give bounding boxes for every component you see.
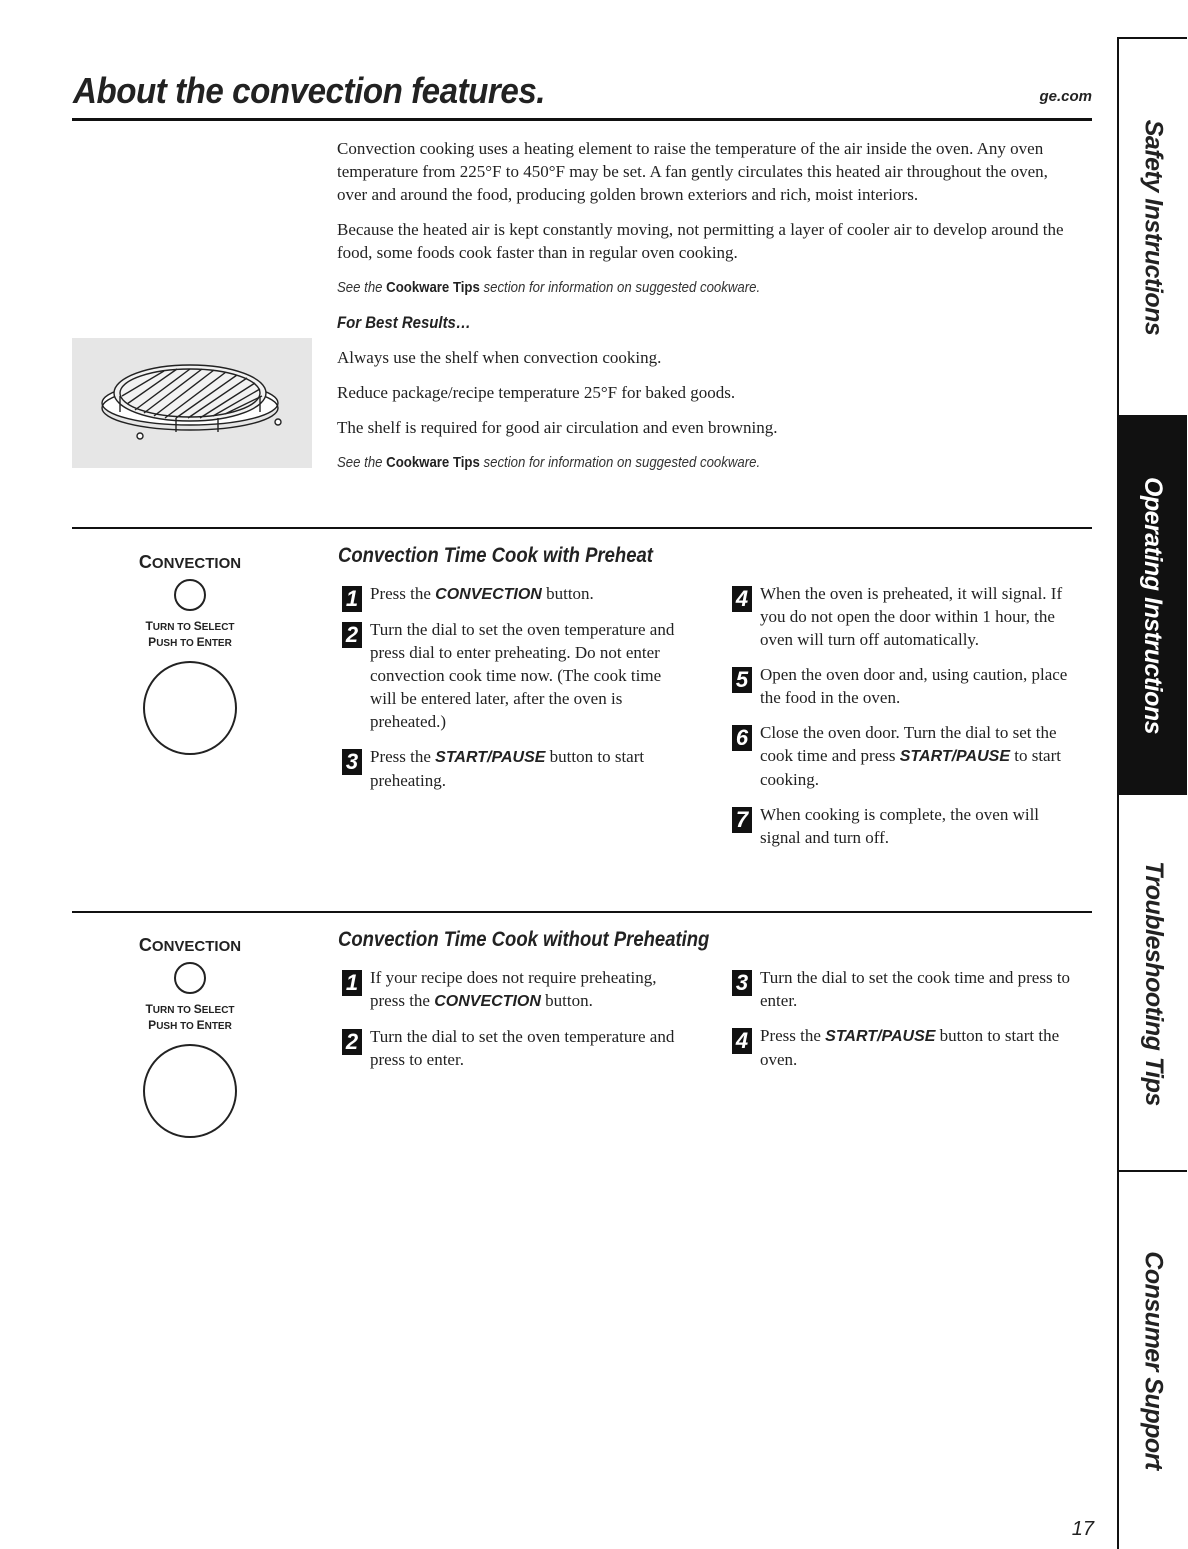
section-divider <box>72 911 1092 913</box>
cookware-note: See the Cookware Tips section for information on suggested cookware. <box>337 279 761 296</box>
tab-consumer-support[interactable]: Consumer Support <box>1139 1250 1168 1470</box>
step: 4 Press the START/PAUSE button to start the oven. <box>728 1024 1078 1071</box>
step-number: 6 <box>732 725 752 751</box>
control-panel-diagram <box>130 552 250 755</box>
section-tabs <box>1117 37 1187 1549</box>
best-results-item: Reduce package/recipe temperature 25°F for baked goods. <box>337 383 736 402</box>
oven-shelf-icon <box>72 338 312 468</box>
step-number: 4 <box>732 586 752 612</box>
section-divider <box>72 527 1092 529</box>
step-number: 1 <box>342 586 362 612</box>
tab-troubleshooting-tips[interactable]: Troubleshooting Tips <box>1139 860 1168 1106</box>
section-title: Convection Time Cook with Preheat <box>338 544 653 567</box>
best-results-heading: For Best Results… <box>337 313 471 332</box>
intro-paragraph-2: Because the heated air is kept constantly moving, not permitting a layer of cooler air to develop around the food, some foods cook faster than in regular oven cooking. <box>337 220 1064 262</box>
intro-paragraph-1: Convection cooking uses a heating element to raise the temperature of the air inside the oven. Any oven temperature from 225°F to 450°F may be set. A fan gently circulates this heated air throughout the oven, over and around the food, producing golden brown exteriors and rich, moist interiors. <box>337 139 1048 204</box>
turn-to-select-label: TURN TO SELECT <box>145 619 235 633</box>
convection-button-icon <box>174 579 206 611</box>
best-results-item: Always use the shelf when convection cooking. <box>337 348 662 367</box>
cookware-tips-link[interactable]: Cookware Tips <box>386 454 480 471</box>
dial-icon <box>143 661 237 755</box>
cookware-note: See the Cookware Tips section for information on suggested cookware. <box>337 454 761 471</box>
steps-column <box>338 966 678 1083</box>
step-number: 3 <box>732 970 752 996</box>
step-number: 3 <box>342 749 362 775</box>
step-number: 7 <box>732 807 752 833</box>
step: 2 Turn the dial to set the oven temperature and press to enter. <box>338 1025 678 1071</box>
page-title: About the convection features. <box>73 70 546 111</box>
convection-label: CONVECTION <box>138 552 242 572</box>
shelf-illustration <box>72 338 312 468</box>
step: 3 Turn the dial to set the cook time and press to enter. <box>728 966 1078 1012</box>
best-results-item: The shelf is required for good air circulation and even browning. <box>337 418 778 437</box>
steps-column <box>728 966 1078 1083</box>
step: 1 Press the CONVECTION button. <box>338 582 678 606</box>
push-to-enter-label: PUSH TO ENTER <box>148 635 232 649</box>
steps-column <box>728 582 1068 861</box>
step-number: 5 <box>732 667 752 693</box>
step-number: 1 <box>342 970 362 996</box>
step: 4 When the oven is preheated, it will signal. If you do not open the door within 1 hour, the oven will turn off automatically. <box>728 582 1068 651</box>
tab-operating-instructions[interactable]: Operating Instructions <box>1119 415 1187 795</box>
convection-button-icon <box>174 962 206 994</box>
step-number: 2 <box>342 622 362 648</box>
steps-column <box>338 582 678 804</box>
step-number: 2 <box>342 1029 362 1055</box>
step-number: 4 <box>732 1028 752 1054</box>
page-number: 17 <box>1071 1518 1094 1540</box>
convection-label: CONVECTION <box>138 935 242 955</box>
step: 2 Turn the dial to set the oven temperature and press dial to enter preheating. Do not enter convection cook time now. (The cook time will be entered later, after the oven is preheated.) <box>338 618 678 733</box>
tab-safety-instructions[interactable]: Safety Instructions <box>1139 119 1168 335</box>
step: 3 Press the START/PAUSE button to start preheating. <box>338 745 678 792</box>
intro-section <box>337 137 1077 486</box>
step: 1 If your recipe does not require preheating, press the CONVECTION button. <box>338 966 678 1013</box>
section-title: Convection Time Cook without Preheating <box>338 928 710 951</box>
turn-to-select-label: TURN TO SELECT <box>145 1002 235 1016</box>
step: 7 When cooking is complete, the oven will signal and turn off. <box>728 803 1068 849</box>
site-url[interactable]: ge.com <box>1039 88 1092 105</box>
cookware-tips-link[interactable]: Cookware Tips <box>386 279 480 296</box>
step: 6 Close the oven door. Turn the dial to set the cook time and press START/PAUSE to start cooking. <box>728 721 1068 791</box>
push-to-enter-label: PUSH TO ENTER <box>148 1018 232 1032</box>
title-divider <box>72 118 1092 121</box>
control-panel-diagram <box>130 935 250 1138</box>
dial-icon <box>143 1044 237 1138</box>
step: 5 Open the oven door and, using caution, place the food in the oven. <box>728 663 1068 709</box>
